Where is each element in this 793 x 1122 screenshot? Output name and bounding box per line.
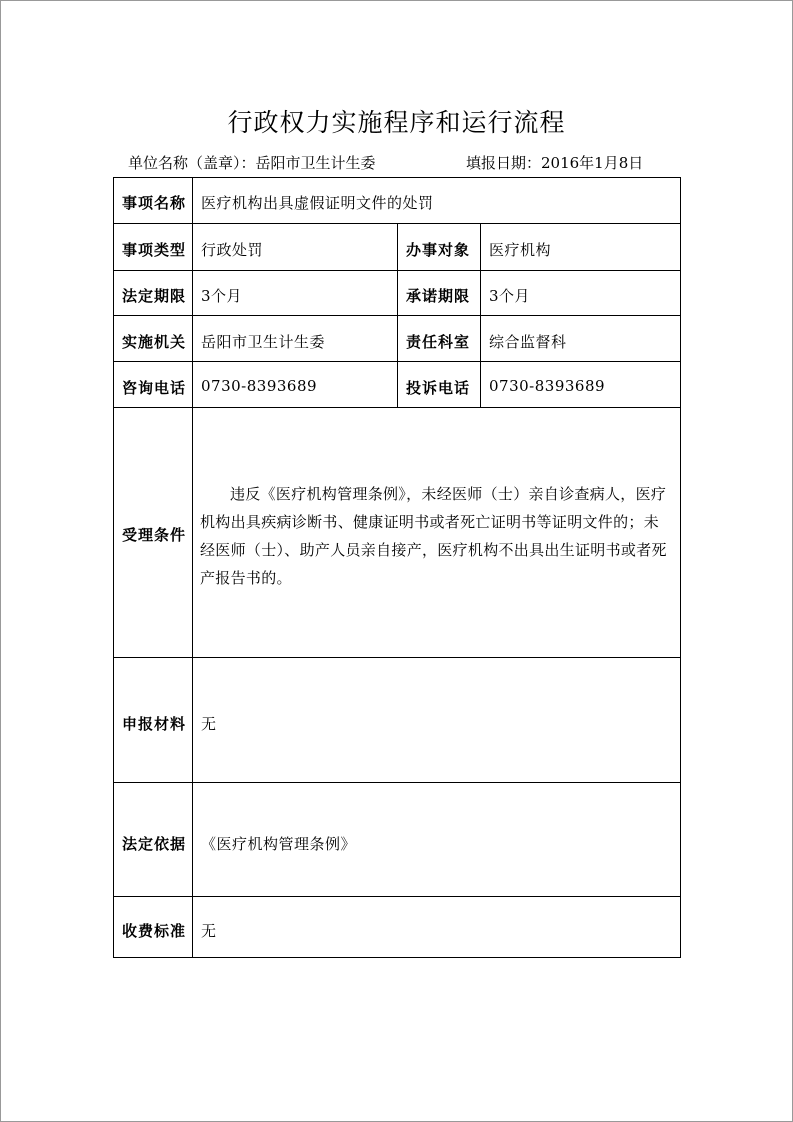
promised-period-value: 3个月 xyxy=(489,287,531,305)
column-divider xyxy=(192,178,193,958)
department-label: 责任科室 xyxy=(406,333,471,351)
complaint-phone-value: 0730-8393689 xyxy=(489,377,606,395)
item-type-value: 行政处罚 xyxy=(201,241,264,259)
column-divider xyxy=(480,223,481,407)
conditions-label: 受理条件 xyxy=(122,526,187,544)
row-divider xyxy=(114,782,680,783)
legal-period-label: 法定期限 xyxy=(122,287,187,305)
target-value: 医疗机构 xyxy=(489,241,552,259)
fees-label: 收费标准 xyxy=(122,922,187,940)
materials-value: 无 xyxy=(201,715,217,733)
phone-label: 咨询电话 xyxy=(122,379,187,397)
page-title: 行政权力实施程序和运行流程 xyxy=(227,108,566,137)
row-divider xyxy=(114,407,680,408)
item-type-label: 事项类型 xyxy=(122,241,187,259)
row-divider xyxy=(114,896,680,897)
promised-period-label: 承诺期限 xyxy=(406,287,471,305)
agency-label: 实施机关 xyxy=(122,333,187,351)
basis-value: 《医疗机构管理条例》 xyxy=(201,835,357,853)
materials-label: 申报材料 xyxy=(122,715,187,733)
item-name-label: 事项名称 xyxy=(122,194,187,212)
fill-date-line: 填报日期：2016年1月8日 xyxy=(466,154,644,172)
row-divider xyxy=(114,657,680,658)
column-divider xyxy=(397,223,398,407)
phone-value: 0730-8393689 xyxy=(201,377,318,395)
target-label: 办事对象 xyxy=(406,241,471,259)
basis-label: 法定依据 xyxy=(122,835,187,853)
unit-name-line: 单位名称（盖章）：岳阳市卫生计生委 xyxy=(128,154,376,172)
item-name-value: 医疗机构出具虚假证明文件的处罚 xyxy=(201,194,434,212)
agency-value: 岳阳市卫生计生委 xyxy=(201,333,326,351)
complaint-phone-label: 投诉电话 xyxy=(406,379,471,397)
conditions-text: 违反《医疗机构管理条例》，未经医师（士）亲自诊查病人，医疗机构出具疾病诊断书、健康证明书或者死亡证明书等证明文件的；未经医师（士）、助产人员亲自接产，医疗机构不出具出生证明书或者死产报告书的。 xyxy=(200,485,667,587)
fees-value: 无 xyxy=(201,922,217,940)
department-value: 综合监督科 xyxy=(489,333,567,351)
process-table xyxy=(113,177,681,958)
legal-period-value: 3个月 xyxy=(201,287,243,305)
